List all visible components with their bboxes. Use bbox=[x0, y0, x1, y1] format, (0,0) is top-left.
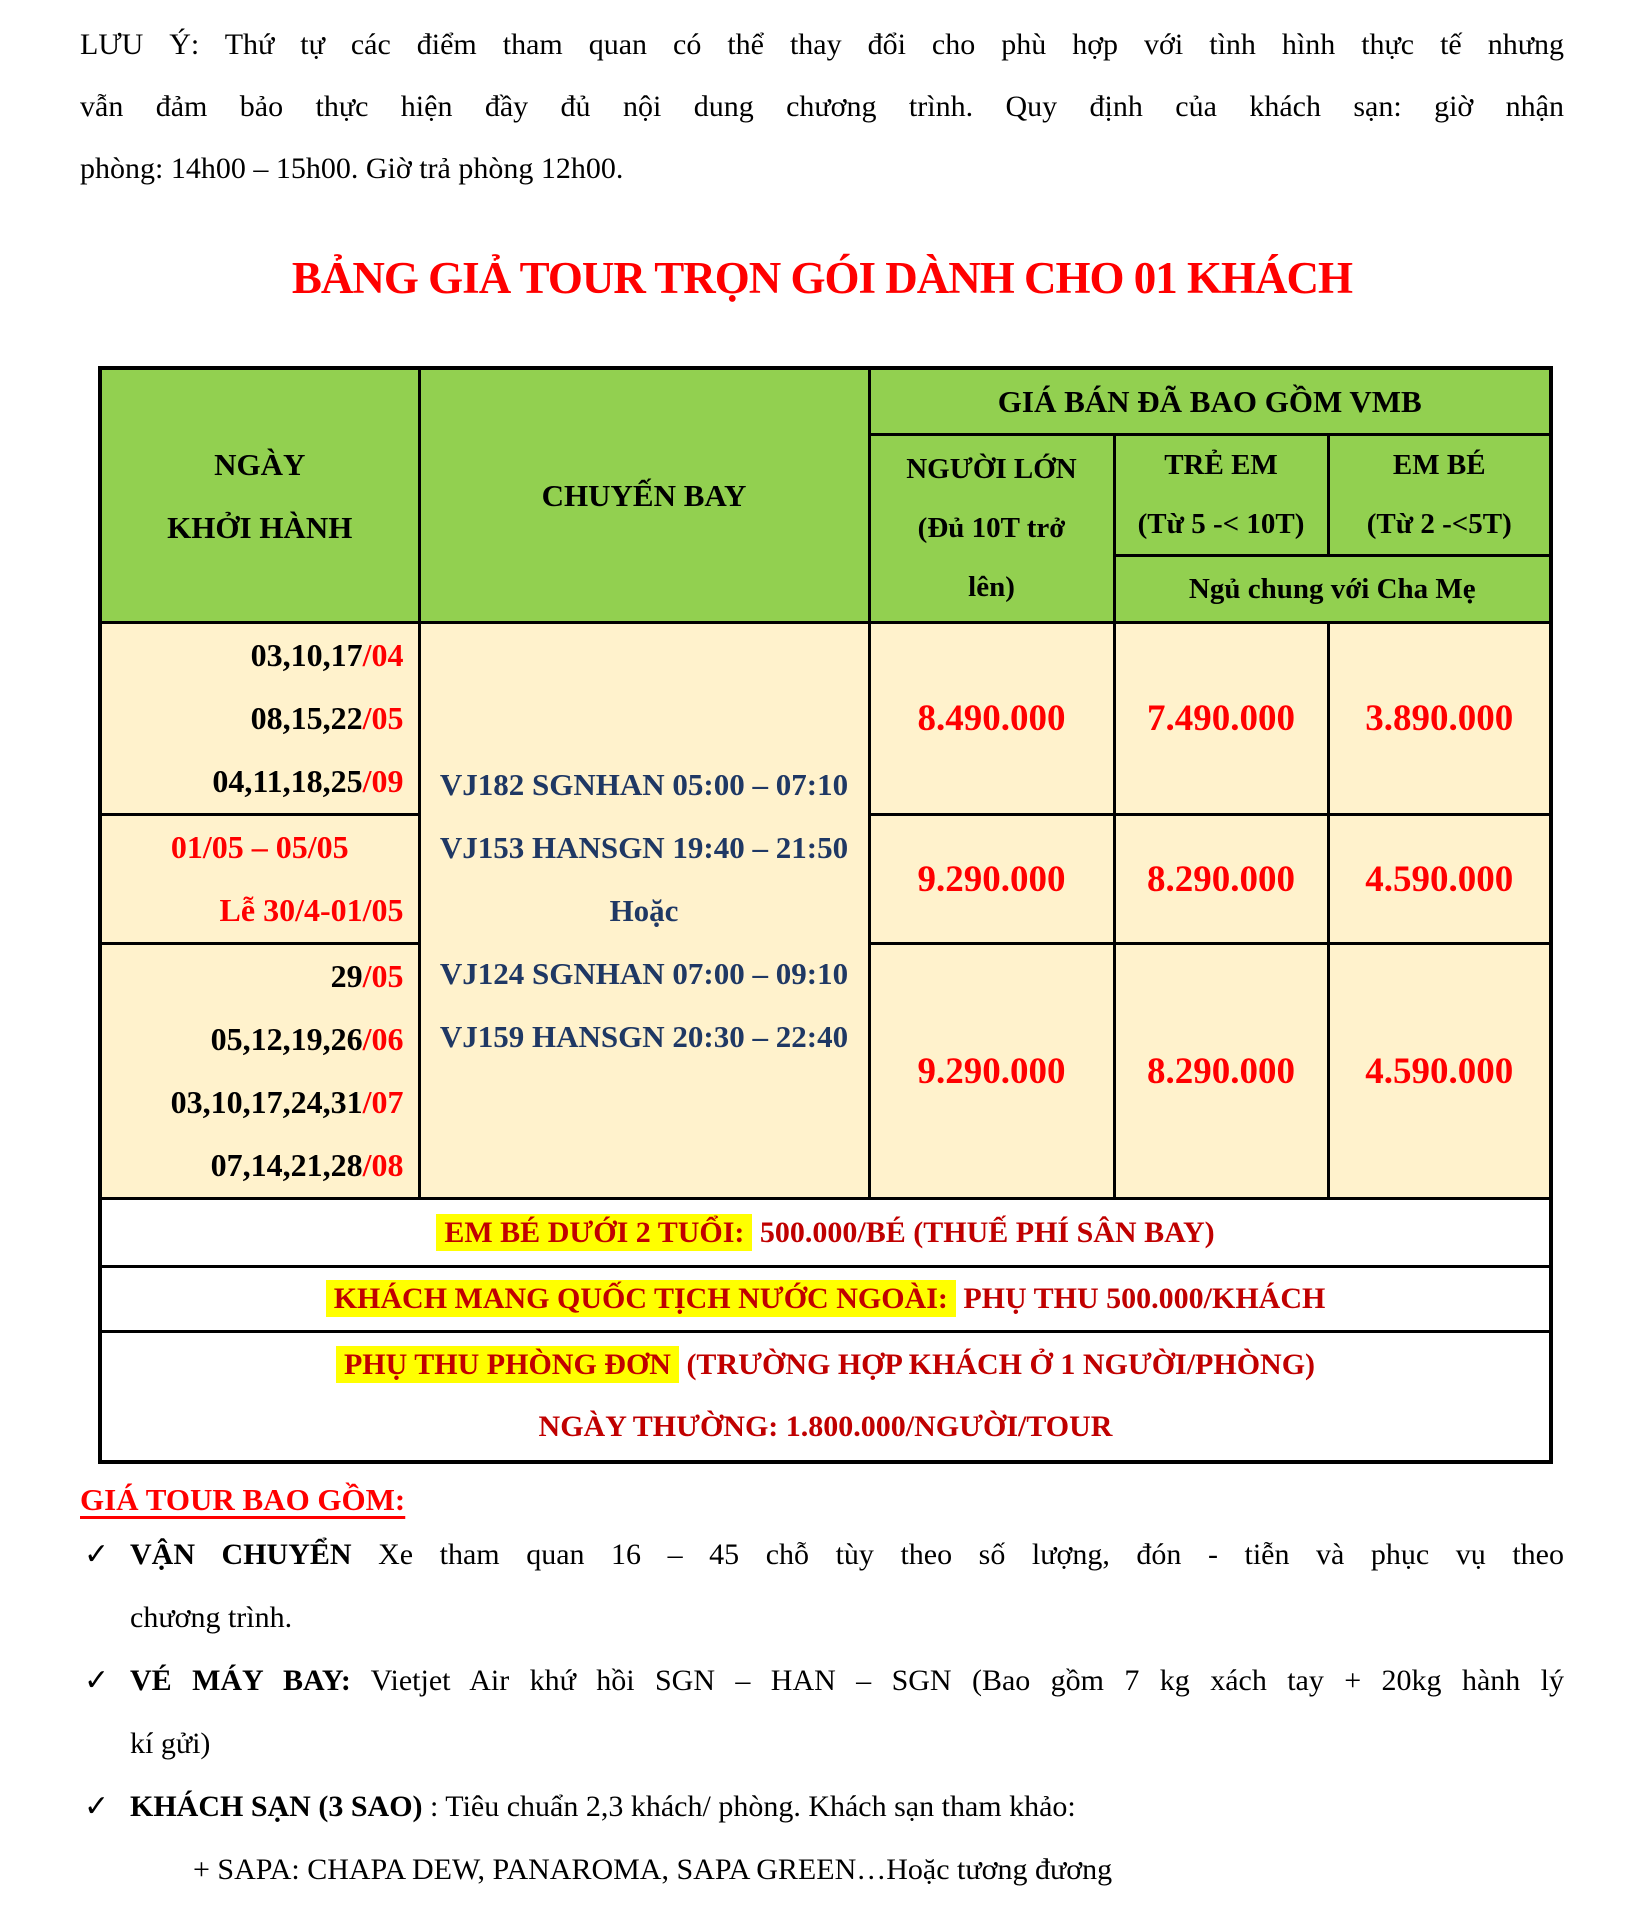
flight-cell bbox=[419, 623, 869, 1199]
date-black: 04,11,18,25 bbox=[212, 763, 363, 799]
include-item-transport bbox=[84, 1523, 1564, 1649]
header-cell-adult bbox=[869, 435, 1114, 623]
date-cell bbox=[100, 623, 419, 815]
date-black: 29 bbox=[330, 958, 363, 994]
date-line bbox=[102, 750, 418, 813]
include-item-flight-ticket bbox=[84, 1649, 1564, 1775]
note-rest: 500.000/BÉ (THUẾ PHÍ SÂN BAY) bbox=[752, 1215, 1215, 1249]
include-label: VÉ MÁY BAY: bbox=[130, 1663, 351, 1697]
header-line: (Từ 5 -< 10T) bbox=[1137, 508, 1305, 540]
price-cell-adult: 9.290.000 bbox=[869, 944, 1114, 1199]
header-line: KHỞI HÀNH bbox=[167, 509, 353, 545]
flight-line: VJ159 HANSGN 20:30 – 22:40 bbox=[439, 1019, 849, 1054]
table-note-row bbox=[100, 1267, 1551, 1332]
header-cell-child bbox=[1114, 435, 1328, 556]
date-line bbox=[102, 1008, 418, 1071]
date-red: Lễ 30/4-01/05 bbox=[219, 892, 404, 928]
note-line: LƯU Ý: Thứ tự các điểm tham quan có thể thay đổi cho phù hợp với tình hình thực tế nhưng bbox=[80, 28, 1564, 61]
include-item-hotel bbox=[84, 1775, 1564, 1838]
note-infant-fee bbox=[100, 1199, 1551, 1267]
header-line: TRẺ EM bbox=[1164, 449, 1278, 481]
date-red: /04 bbox=[362, 637, 404, 673]
date-black: 03,10,17,24,31 bbox=[170, 1084, 363, 1120]
price-table bbox=[98, 366, 1553, 1464]
header-line: NGÀY bbox=[214, 446, 306, 482]
table-note-row bbox=[100, 1332, 1551, 1462]
include-text: Vietjet Air khứ hồi SGN – HAN – SGN (Bao gồm 7 kg xách tay + 20kg hành lý bbox=[350, 1663, 1564, 1697]
price-cell-child: 8.290.000 bbox=[1114, 815, 1328, 944]
date-black: 08,15,22 bbox=[250, 700, 363, 736]
header-cell-flight: CHUYẾN BAY bbox=[419, 368, 869, 623]
header-line: lên) bbox=[968, 571, 1015, 603]
date-line bbox=[102, 1134, 418, 1197]
include-label: VẬN CHUYỂN bbox=[130, 1537, 352, 1571]
header-cell-infant bbox=[1328, 435, 1551, 556]
include-line bbox=[130, 1775, 1564, 1838]
date-red: 01/05 – 05/05 bbox=[170, 829, 349, 865]
highlighted-label: KHÁCH MANG QUỐC TỊCH NƯỚC NGOÀI: bbox=[326, 1280, 956, 1317]
date-line bbox=[102, 1071, 418, 1134]
check-icon: ✓ bbox=[84, 1789, 110, 1823]
page-title: BẢNG GIẢ TOUR TRỌN GÓI DÀNH CHO 01 KHÁCH bbox=[291, 253, 1353, 303]
include-label: KHÁCH SẠN (3 SAO) bbox=[130, 1789, 423, 1823]
date-red: /07 bbox=[362, 1084, 404, 1120]
note-rest: (TRƯỜNG HỢP KHÁCH Ở 1 NGƯỜI/PHÒNG) bbox=[678, 1348, 1316, 1382]
include-line: kí gửi) bbox=[130, 1726, 211, 1760]
date-cell bbox=[100, 944, 419, 1199]
date-line bbox=[102, 687, 418, 750]
price-cell-adult: 9.290.000 bbox=[869, 815, 1114, 944]
price-cell-adult: 8.490.000 bbox=[869, 623, 1114, 815]
date-black: 07,14,21,28 bbox=[210, 1147, 363, 1183]
price-cell-infant: 3.890.000 bbox=[1328, 623, 1551, 815]
date-line bbox=[102, 624, 418, 687]
date-black: 05,12,19,26 bbox=[210, 1021, 363, 1057]
price-cell-infant: 4.590.000 bbox=[1328, 944, 1551, 1199]
hotel-reference-line: + SAPA: CHAPA DEW, PANAROMA, SAPA GREEN…Hoặc tương đương bbox=[193, 1852, 1113, 1886]
note-rest: PHỤ THU 500.000/KHÁCH bbox=[955, 1282, 1326, 1315]
includes-heading: GIÁ TOUR BAO GỒM: bbox=[80, 1481, 406, 1517]
check-icon: ✓ bbox=[84, 1663, 110, 1697]
flight-line: VJ124 SGNHAN 07:00 – 09:10 bbox=[439, 956, 849, 991]
include-text: : Tiêu chuẩn 2,3 khách/ phòng. Khách sạn tham khảo: bbox=[422, 1789, 1076, 1823]
date-black: 03,10,17 bbox=[250, 637, 363, 673]
highlighted-label: PHỤ THU PHÒNG ĐƠN bbox=[336, 1346, 679, 1383]
note-line: NGÀY THƯỜNG: 1.800.000/NGƯỜI/TOUR bbox=[538, 1410, 1113, 1444]
date-red: /05 bbox=[362, 958, 404, 994]
note-line: vẫn đảm bảo thực hiện đầy đủ nội dung chương trình. Quy định của khách sạn: giờ nhận bbox=[80, 90, 1564, 123]
header-cell-price-group: GIÁ BÁN ĐÃ BAO GỒM VMB bbox=[869, 368, 1551, 435]
header-line: EM BÉ bbox=[1392, 449, 1486, 481]
note-line: phòng: 14h00 – 15h00. Giờ trả phòng 12h00. bbox=[80, 152, 624, 185]
date-red: /09 bbox=[362, 763, 404, 799]
header-line: NGƯỜI LỚN bbox=[906, 453, 1077, 485]
header-line: (Từ 2 -<5T) bbox=[1366, 508, 1512, 540]
date-line bbox=[102, 945, 418, 1008]
flight-line: VJ153 HANSGN 19:40 – 21:50 bbox=[439, 830, 849, 865]
header-line: (Đủ 10T trở bbox=[917, 512, 1066, 544]
highlighted-label: EM BÉ DƯỚI 2 TUỔI: bbox=[436, 1214, 752, 1251]
check-icon: ✓ bbox=[84, 1537, 110, 1571]
include-line bbox=[130, 1523, 1564, 1586]
date-line bbox=[102, 879, 418, 942]
date-red: /05 bbox=[362, 700, 404, 736]
include-line: chương trình. bbox=[130, 1600, 293, 1634]
price-cell-child: 7.490.000 bbox=[1114, 623, 1328, 815]
price-cell-infant: 4.590.000 bbox=[1328, 815, 1551, 944]
note-line bbox=[102, 1334, 1549, 1396]
date-red: /06 bbox=[362, 1021, 404, 1057]
note-foreigner-surcharge bbox=[100, 1267, 1551, 1332]
date-line bbox=[102, 816, 418, 879]
table-note-row bbox=[100, 1199, 1551, 1267]
date-red: /08 bbox=[362, 1147, 404, 1183]
date-cell bbox=[100, 815, 419, 944]
flight-line: VJ182 SGNHAN 05:00 – 07:10 bbox=[439, 767, 849, 802]
price-cell-child: 8.290.000 bbox=[1114, 944, 1328, 1199]
table-header-row bbox=[100, 368, 1551, 435]
note-single-room-surcharge bbox=[100, 1332, 1551, 1462]
table-row bbox=[100, 623, 1551, 815]
header-cell-shared-bed: Ngủ chung với Cha Mẹ bbox=[1114, 556, 1551, 623]
tour-includes-section bbox=[80, 1477, 1564, 1901]
note-paragraph bbox=[80, 14, 1564, 200]
header-cell-departure-date bbox=[100, 368, 419, 623]
flight-line: Hoặc bbox=[609, 893, 679, 928]
include-text: Xe tham quan 16 – 45 chỗ tùy theo số lượng, đón - tiễn và phục vụ theo bbox=[351, 1537, 1564, 1571]
include-line bbox=[130, 1649, 1564, 1712]
